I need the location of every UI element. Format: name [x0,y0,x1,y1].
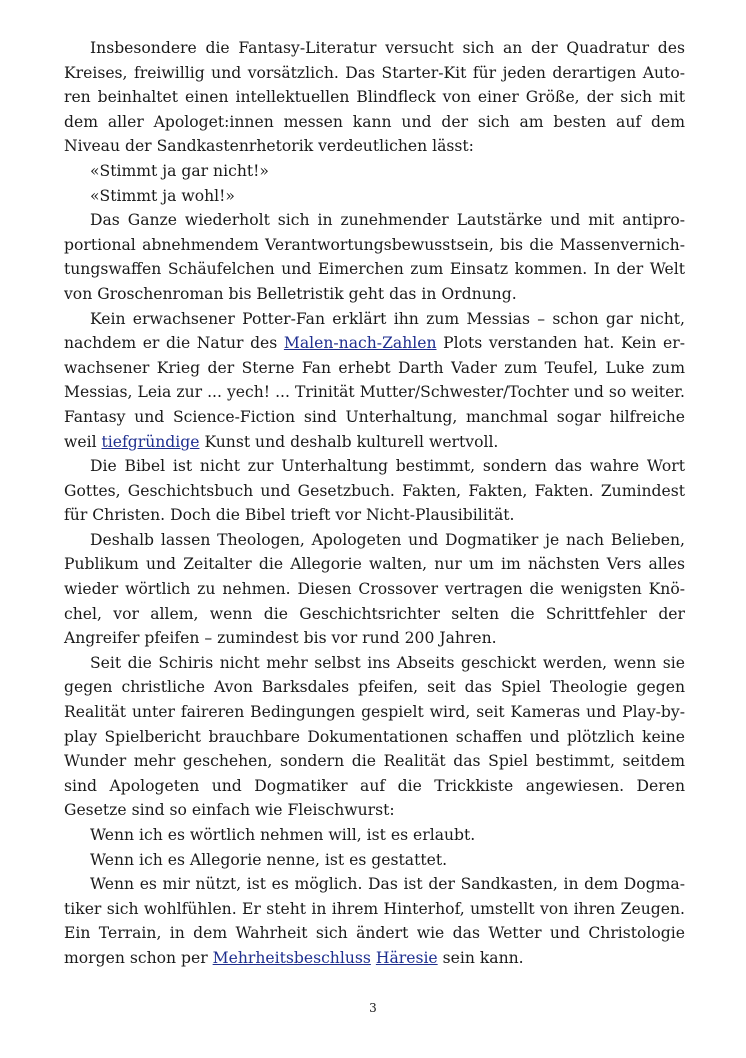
paragraph-woertlich: Wenn ich es wörtlich nehmen will, ist es erlaubt. [90,826,476,844]
link-malen-nach-zahlen[interactable]: Malen-nach-Zahlen [283,334,437,353]
text-segment: Kein erwachsener Potter-Fan erklärt ihn zum Messias – schon gar nicht, nachdem er die Natur des [64,309,685,353]
link-mehrheitsbeschluss[interactable]: Mehrheitsbeschluss [212,948,371,967]
paragraph-potter-fan [64,307,685,455]
paragraph-sandkasten [64,872,685,970]
paragraph-ganze-wiederholt: Das Ganze wiederholt sich in zunehmender Lautstärke und mit antiproportional abnehmendem Verantwortungsbewusstsein, bis die Massenvernichtungswaffen Schäufelchen und Eimerchen zum Einsatz kommen. In der Welt von Groschenroman bis Belletristik geht das in Ordnung. [64,211,685,303]
paragraph-theologen: Deshalb lassen Theologen, Apologeten und Dogmatiker je nach Belieben, Publikum und Zeitalter die Allegorie walten, nur um im nächsten Vers alles wieder wörtlich zu nehmen. Diesen Crossover vertragen die wenigsten Knöchel, vor allem, wenn die Geschichtsrichter selten die Schrittfehler der Angreifer pfeifen – zumindest bis vor rund 200 Jahren. [64,530,685,648]
link-tiefgruendige[interactable]: tiefgründige [101,432,200,451]
page-number: 3 [369,1001,377,1015]
text-segment: Wenn es mir nützt, ist es möglich. Das ist der Sandkasten, in dem Dogmatiker sich wohlfühlen. Er steht in ihrem Hinterhof, umstellt von ihren Zeugen. Ein Terrain, in dem Wahrheit sich ändert wie das Wetter und Christologie morgen schon per [64,875,685,967]
text-segment: Plots verstanden hat. Kein erwachsener Krieg der Sterne Fan erhebt Darth Vader zum Teufel, Luke zum Messias, Leia zur ... yech! ... Trinität Mutter/Schwester/Tochter und so weiter. Fantasy und Science-Fiction sind Unterhaltung, manchmal sogar hilfreiche weil [64,334,685,451]
paragraph-allegorie: Wenn ich es Allegorie nenne, ist es gestattet. [90,850,448,869]
paragraph-quadratur: Insbesondere die Fantasy-Literatur versucht sich an der Quadratur des Kreises, freiwillig und vorsätzlich. Das Starter-Kit für jeden derartigen Autoren beinhaltet einen intellektuellen Blindfleck von einer Größe, der sich mit dem aller Apologet:innen messen kann und der sich am besten auf dem Niveau der Sandkastenrhetorik verdeutlichen lässt: [64,39,685,156]
paragraph-quote-stimmt-nicht: «Stimmt ja gar nicht!» [90,161,269,180]
paragraph-quote-stimmt-wohl: «Stimmt ja wohl!» [90,186,235,205]
page-body [64,36,685,971]
paragraph-schiris: Seit die Schiris nicht mehr selbst ins Abseits geschickt werden, wenn sie gegen christliche Avon Barksdales pfeifen, seit das Spiel Theologie gegen Realität unter faireren Bedingungen gespielt wird, seit Kameras und Play-by-play Spielbericht brauchbare Dokumentationen schaffen und plötzlich keine Wunder mehr geschehen, sondern die Realität das Spiel bestimmt, seitdem sind Apologeten und Dogmatiker auf die Trickkiste angewiesen. Deren Gesetze sind so einfach wie Fleischwurst: [64,653,685,820]
link-haeresie[interactable]: Häresie [375,948,438,967]
text-segment: Kunst und deshalb kulturell wertvoll. [199,432,499,451]
paragraph-bibel: Die Bibel ist nicht zur Unterhaltung bestimmt, sondern das wahre Wort Gottes, Geschichtsbuch und Gesetzbuch. Fakten, Fakten, Fakten. Zumindest für Christen. Doch die Bibel trieft vor Nicht-Plausibilität. [64,457,685,525]
text-segment: sein kann. [437,948,524,967]
